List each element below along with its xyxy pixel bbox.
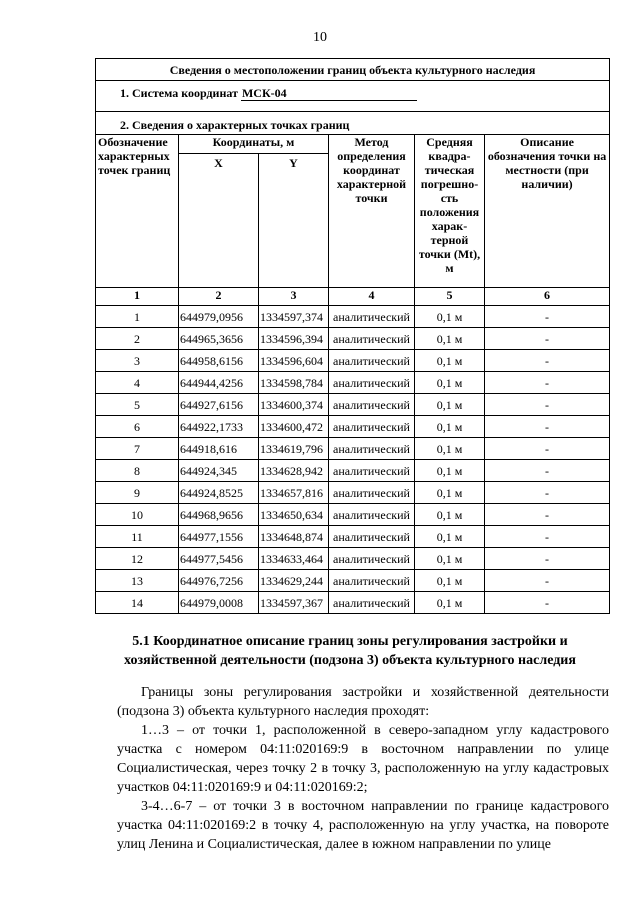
points-section-row [96, 112, 610, 135]
column-number: 3 [259, 288, 329, 306]
y-coordinate: 1334633,464 [259, 548, 329, 570]
y-coordinate: 1334596,604 [259, 350, 329, 372]
header-method: Метод определения координат характерной точки [329, 135, 415, 288]
table-row [96, 350, 610, 372]
paragraph: 1…3 – от точки 1, расположенной в северо-западном углу кадастрового участка с номером 04:11:020169:9 в восточном направлении по улице Социалистическая, через точку 2 в точку 3, расположенную на углу кадастровых участков 04:11:020169:9 и 04:11:020169:2; [117, 723, 609, 795]
table-row [96, 306, 610, 328]
x-coordinate: 644976,7256 [179, 570, 259, 592]
point-number: 3 [96, 350, 179, 372]
x-coordinate: 644977,5456 [179, 548, 259, 570]
error-cell: 0,1 м [415, 460, 485, 482]
header-x: X [179, 154, 259, 288]
column-number: 6 [485, 288, 610, 306]
description-cell: - [485, 328, 610, 350]
x-coordinate: 644958,6156 [179, 350, 259, 372]
column-number: 2 [179, 288, 259, 306]
description-cell: - [485, 570, 610, 592]
description-cell: - [485, 394, 610, 416]
point-number: 11 [96, 526, 179, 548]
header-error: Средняя квадра-тическая погрешно-сть положения харак-терной точки (Mt), м [415, 135, 485, 288]
method-cell: аналитический [329, 570, 415, 592]
method-cell: аналитический [329, 504, 415, 526]
x-coordinate: 644965,3656 [179, 328, 259, 350]
point-number: 5 [96, 394, 179, 416]
description-cell: - [485, 526, 610, 548]
method-cell: аналитический [329, 482, 415, 504]
y-coordinate: 1334597,367 [259, 592, 329, 614]
boundary-coordinates-table [95, 58, 610, 614]
point-number: 10 [96, 504, 179, 526]
column-number: 4 [329, 288, 415, 306]
header-y: Y [259, 154, 329, 288]
description-cell: - [485, 438, 610, 460]
description-cell: - [485, 548, 610, 570]
point-number: 1 [96, 306, 179, 328]
y-coordinate: 1334648,874 [259, 526, 329, 548]
coordinate-system-label: 1. Система координат [120, 86, 238, 100]
table-row [96, 460, 610, 482]
method-cell: аналитический [329, 372, 415, 394]
y-coordinate: 1334596,394 [259, 328, 329, 350]
paragraph: Границы зоны регулирования застройки и хозяйственной деятельности (подзона 3) объекта культурного наследия проходят: [117, 685, 609, 719]
coordinate-system-value: МСК-04 [241, 86, 417, 101]
method-cell: аналитический [329, 394, 415, 416]
method-cell: аналитический [329, 328, 415, 350]
table-row [96, 438, 610, 460]
y-coordinate: 1334657,816 [259, 482, 329, 504]
error-cell: 0,1 м [415, 328, 485, 350]
error-cell: 0,1 м [415, 548, 485, 570]
error-cell: 0,1 м [415, 394, 485, 416]
method-cell: аналитический [329, 416, 415, 438]
x-coordinate: 644924,8525 [179, 482, 259, 504]
method-cell: аналитический [329, 592, 415, 614]
method-cell: аналитический [329, 526, 415, 548]
table-row [96, 592, 610, 614]
point-number: 13 [96, 570, 179, 592]
error-cell: 0,1 м [415, 482, 485, 504]
y-coordinate: 1334628,942 [259, 460, 329, 482]
method-cell: аналитический [329, 460, 415, 482]
table-row [96, 526, 610, 548]
description-cell: - [485, 460, 610, 482]
paragraph: 3-4…6-7 – от точки 3 в восточном направлении по границе кадастрового участка 04:11:020169:2 в точку 4, расположенную на углу участка, на повороте улиц Ленина и Социалистическая, далее в южном направлении по улице [117, 799, 609, 852]
description-cell: - [485, 482, 610, 504]
point-number: 9 [96, 482, 179, 504]
error-cell: 0,1 м [415, 504, 485, 526]
point-number: 6 [96, 416, 179, 438]
points-section-label: 2. Сведения о характерных точках границ [120, 118, 350, 132]
x-coordinate: 644979,0008 [179, 592, 259, 614]
point-number: 14 [96, 592, 179, 614]
point-number: 4 [96, 372, 179, 394]
point-number: 8 [96, 460, 179, 482]
point-number: 7 [96, 438, 179, 460]
point-number: 12 [96, 548, 179, 570]
error-cell: 0,1 м [415, 438, 485, 460]
error-cell: 0,1 м [415, 416, 485, 438]
y-coordinate: 1334629,244 [259, 570, 329, 592]
header-designation: Обозначение характерных точек границ [96, 135, 179, 288]
table-row [96, 372, 610, 394]
y-coordinate: 1334650,634 [259, 504, 329, 526]
description-cell: - [485, 350, 610, 372]
method-cell: аналитический [329, 548, 415, 570]
x-coordinate: 644979,0956 [179, 306, 259, 328]
y-coordinate: 1334600,472 [259, 416, 329, 438]
table-row [96, 548, 610, 570]
x-coordinate: 644968,9656 [179, 504, 259, 526]
error-cell: 0,1 м [415, 306, 485, 328]
method-cell: аналитический [329, 350, 415, 372]
method-cell: аналитический [329, 438, 415, 460]
column-numbers-row [96, 288, 610, 306]
y-coordinate: 1334619,796 [259, 438, 329, 460]
table-row [96, 570, 610, 592]
x-coordinate: 644977,1556 [179, 526, 259, 548]
column-number: 1 [96, 288, 179, 306]
page-number: 10 [313, 30, 327, 45]
method-cell: аналитический [329, 306, 415, 328]
error-cell: 0,1 м [415, 570, 485, 592]
table-row [96, 504, 610, 526]
table-row [96, 482, 610, 504]
header-description: Описание обозначения точки на местности (при наличии) [485, 135, 610, 288]
table-title: Сведения о местоположении границ объекта культурного наследия [96, 59, 610, 81]
x-coordinate: 644918,616 [179, 438, 259, 460]
x-coordinate: 644924,345 [179, 460, 259, 482]
error-cell: 0,1 м [415, 526, 485, 548]
table-row [96, 394, 610, 416]
description-cell: - [485, 592, 610, 614]
description-cell: - [485, 306, 610, 328]
y-coordinate: 1334597,374 [259, 306, 329, 328]
section-heading: 5.1 Координатное описание границ зоны регулирования застройки и хозяйственной деятельности (подзона 3) объекта культурного наследия [124, 634, 576, 668]
table-row [96, 328, 610, 350]
description-cell: - [485, 504, 610, 526]
y-coordinate: 1334598,784 [259, 372, 329, 394]
error-cell: 0,1 м [415, 350, 485, 372]
description-cell: - [485, 372, 610, 394]
x-coordinate: 644944,4256 [179, 372, 259, 394]
error-cell: 0,1 м [415, 592, 485, 614]
point-number: 2 [96, 328, 179, 350]
column-number: 5 [415, 288, 485, 306]
table-body [96, 306, 610, 614]
header-coordinates: Координаты, м [179, 135, 329, 154]
section-body [117, 683, 609, 854]
table-row [96, 416, 610, 438]
x-coordinate: 644922,1733 [179, 416, 259, 438]
y-coordinate: 1334600,374 [259, 394, 329, 416]
x-coordinate: 644927,6156 [179, 394, 259, 416]
error-cell: 0,1 м [415, 372, 485, 394]
coordinate-system-row [96, 81, 610, 112]
description-cell: - [485, 416, 610, 438]
